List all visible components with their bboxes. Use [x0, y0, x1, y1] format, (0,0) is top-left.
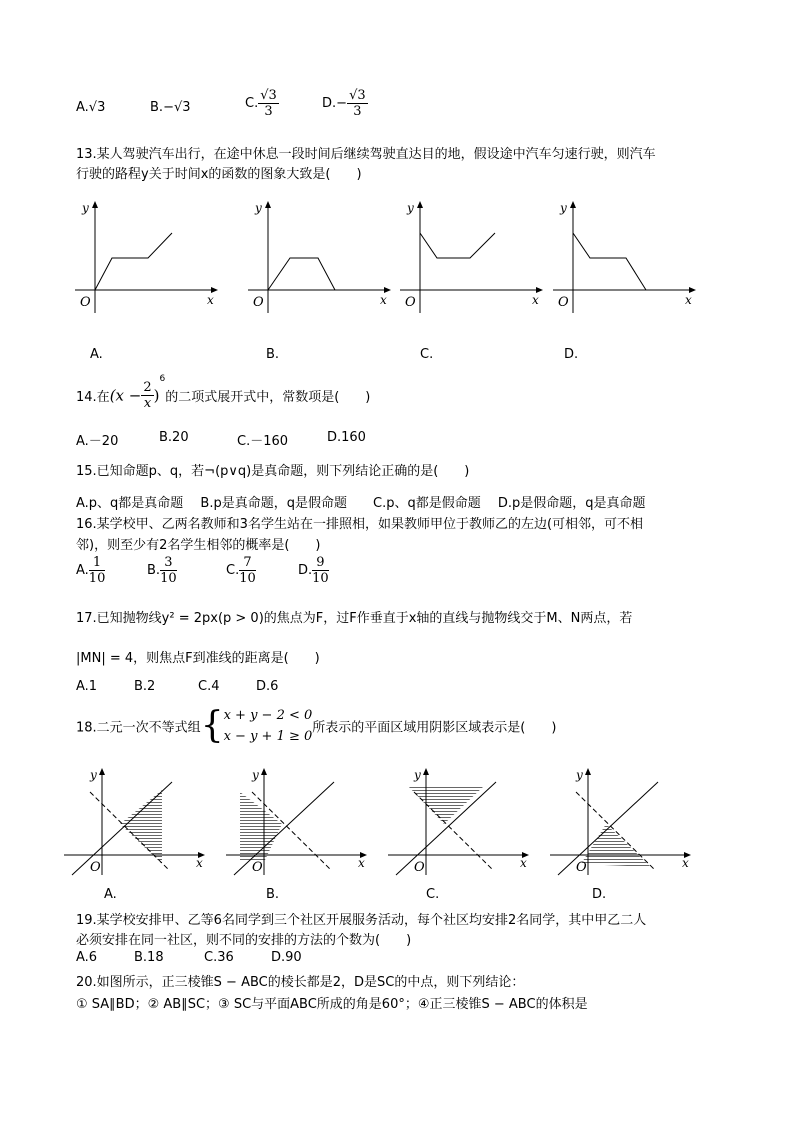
q16-b-den: 10	[160, 571, 177, 586]
q13-d-axis-x: x	[685, 293, 692, 307]
q18-a-origin: O	[90, 860, 101, 875]
q18-prefix: 18.二元一次不等式组	[76, 720, 201, 736]
q18-c-axis-x: x	[520, 856, 527, 870]
q14-frac-num: 2	[143, 380, 152, 395]
q16-d-letter: D.	[298, 563, 313, 578]
q14-power: 6	[159, 374, 166, 384]
q17-option-b: B.2	[134, 679, 156, 694]
q18-a-axis-x: x	[196, 856, 203, 870]
q14-option-b: B.20	[159, 430, 189, 445]
q14-fraction	[141, 380, 153, 411]
q17-option-c: C.4	[198, 679, 220, 694]
q16-a-num: 1	[89, 555, 106, 571]
q13-d-origin: O	[558, 295, 569, 310]
q18-letter-c: C.	[426, 887, 440, 902]
q18-brace: {	[200, 705, 224, 746]
q15-stem: 15.已知命题p、q，若¬(p∨q)是真命题，则下列结论正确的是( )	[76, 464, 470, 479]
q16-c-den: 10	[239, 571, 256, 586]
q14-frac-den: x	[143, 396, 152, 411]
q17-stem-line1: 17.已知抛物线y² = 2px(p > 0)的焦点为F，过F作垂直于x轴的直线与抛物线交于M、N两点，若	[76, 611, 633, 626]
q12-b-value: −√3	[163, 100, 191, 115]
q16-a-fraction	[89, 555, 106, 586]
q18-suffix: 所表示的平面区域用阴影区域表示是( )	[312, 720, 557, 736]
q13-a-origin: O	[80, 295, 91, 310]
q16-stem-line1: 16.某学校甲、乙两名教师和3名学生站在一排照相，如果教师甲位于教师乙的左边(可相邻，可不相	[76, 517, 644, 532]
q13-stem-line2: 行驶的路程y关于时间x的函数的图象大致是( )	[76, 167, 362, 182]
q14-suffix: 的二项式展开式中，常数项是( )	[165, 390, 371, 405]
q13-letter-a: A.	[90, 347, 103, 362]
q18-b-axis-y: y	[252, 768, 259, 782]
q16-option-a	[76, 555, 105, 586]
q18-system	[224, 705, 313, 747]
q12-option-c	[245, 88, 279, 119]
q16-b-num: 3	[160, 555, 177, 571]
q18-letter-a: A.	[104, 887, 117, 902]
q13-graph-c	[395, 198, 555, 323]
q13-letter-c: C.	[420, 347, 434, 362]
q19-option-b: B.18	[134, 950, 164, 965]
q16-a-letter: A.	[76, 563, 89, 578]
q16-option-b	[147, 555, 177, 586]
q20-stem-line2: ① SA∥BD；② AB∥SC；③ SC与平面ABC所成的角是60°；④正三棱锥S − ABC的体积是	[76, 997, 588, 1012]
q16-c-num: 7	[239, 555, 256, 571]
q19-option-a: A.6	[76, 950, 98, 965]
q14-stem	[76, 374, 370, 411]
q14-prefix: 14.在	[76, 390, 110, 405]
q16-b-letter: B.	[147, 563, 161, 578]
q12-d-fraction	[347, 88, 368, 119]
q18-d-origin: O	[576, 860, 587, 875]
q17-option-d: D.6	[256, 679, 279, 694]
q18-c-origin: O	[414, 860, 425, 875]
q13-a-axis-y: y	[82, 201, 89, 215]
q12-a-value: √3	[88, 100, 106, 115]
q12-c-numerator: √3	[260, 88, 277, 103]
q16-b-fraction	[160, 555, 177, 586]
q16-c-fraction	[239, 555, 256, 586]
q13-letter-d: D.	[564, 347, 579, 362]
q18-ineq1: x + y − 2 < 0	[223, 708, 313, 723]
q12-a-letter: A.	[76, 100, 89, 115]
q18-graph-a	[62, 765, 212, 885]
q13-graph-b	[243, 198, 403, 323]
q16-option-d	[298, 555, 329, 586]
q13-c-origin: O	[405, 295, 416, 310]
q18-letter-d: D.	[592, 887, 607, 902]
q18-ineq2: x − y + 1 ≥ 0	[223, 729, 313, 744]
q18-c-axis-y: y	[414, 768, 421, 782]
q12-option-d	[322, 88, 368, 119]
q16-d-num: 9	[312, 555, 329, 571]
q16-c-letter: C.	[226, 563, 240, 578]
q14-option-d: D.160	[327, 430, 366, 445]
q12-d-letter: D.	[322, 96, 337, 111]
q18-d-axis-y: y	[576, 768, 583, 782]
q16-d-den: 10	[312, 571, 329, 586]
q14-option-c: C.－160	[237, 434, 289, 449]
q18-letter-b: B.	[266, 887, 280, 902]
q18-b-origin: O	[252, 860, 263, 875]
q12-b-letter: B.	[150, 100, 164, 115]
q12-d-sign: −	[336, 96, 348, 111]
q13-stem-line1: 13.某人驾驶汽车出行，在途中休息一段时间后继续驾驶直达目的地，假设途中汽车匀速行驶，则汽车	[76, 147, 656, 162]
q18-graph-d	[548, 765, 698, 885]
q19-stem-line2: 必须安排在同一社区，则不同的安排的方法的个数为( )	[76, 933, 412, 948]
q12-c-fraction	[258, 88, 279, 119]
q15-options: A.p、q都是真命题 B.p是真命题，q是假命题 C.p、q都是假命题 D.p是假命题，q是真命题	[76, 496, 646, 511]
q17-option-a: A.1	[76, 679, 98, 694]
q12-d-numerator: √3	[349, 88, 366, 103]
q16-option-c	[226, 555, 256, 586]
q16-a-den: 10	[88, 571, 106, 586]
q18-graph-b	[224, 765, 374, 885]
q17-stem-line2: |MN| = 4，则焦点F到准线的距离是( )	[76, 651, 320, 666]
q20-stem-line1: 20.如图所示，正三棱锥S − ABC的棱长都是2，D是SC的中点，则下列结论：	[76, 975, 525, 990]
q19-option-d: D.90	[271, 950, 302, 965]
q14-expr-left: (x −	[109, 386, 142, 405]
q18-a-axis-y: y	[90, 768, 97, 782]
q12-c-denominator: 3	[264, 104, 273, 119]
q12-c-letter: C.	[245, 96, 259, 111]
q13-graph-a	[70, 198, 230, 323]
q19-stem-line1: 19.某学校安排甲、乙等6名同学到三个社区开展服务活动，每个社区均安排2名同学，其中甲乙二人	[76, 913, 647, 928]
q13-b-axis-x: x	[380, 293, 387, 307]
q16-stem-line2: 邻)，则至少有2名学生相邻的概率是( )	[76, 538, 321, 553]
q16-d-fraction	[312, 555, 329, 586]
q18-stem	[76, 704, 556, 748]
q13-b-axis-y: y	[255, 201, 262, 215]
q12-option-b	[150, 100, 191, 115]
q13-letter-b: B.	[266, 347, 280, 362]
q12-d-denominator: 3	[353, 104, 362, 119]
q18-graph-c	[386, 765, 536, 885]
q19-option-c: C.36	[204, 950, 234, 965]
q13-c-axis-y: y	[407, 201, 414, 215]
q18-b-axis-x: x	[358, 856, 365, 870]
q18-d-axis-x: x	[682, 856, 689, 870]
q13-b-origin: O	[253, 295, 264, 310]
q14-option-a: A.－20	[76, 434, 119, 449]
q12-option-a	[76, 100, 105, 115]
q13-c-axis-x: x	[532, 293, 539, 307]
q13-a-axis-x: x	[207, 293, 214, 307]
q13-d-axis-y: y	[560, 201, 567, 215]
q14-expr-right: )	[153, 386, 160, 405]
q13-graph-d	[548, 198, 708, 323]
